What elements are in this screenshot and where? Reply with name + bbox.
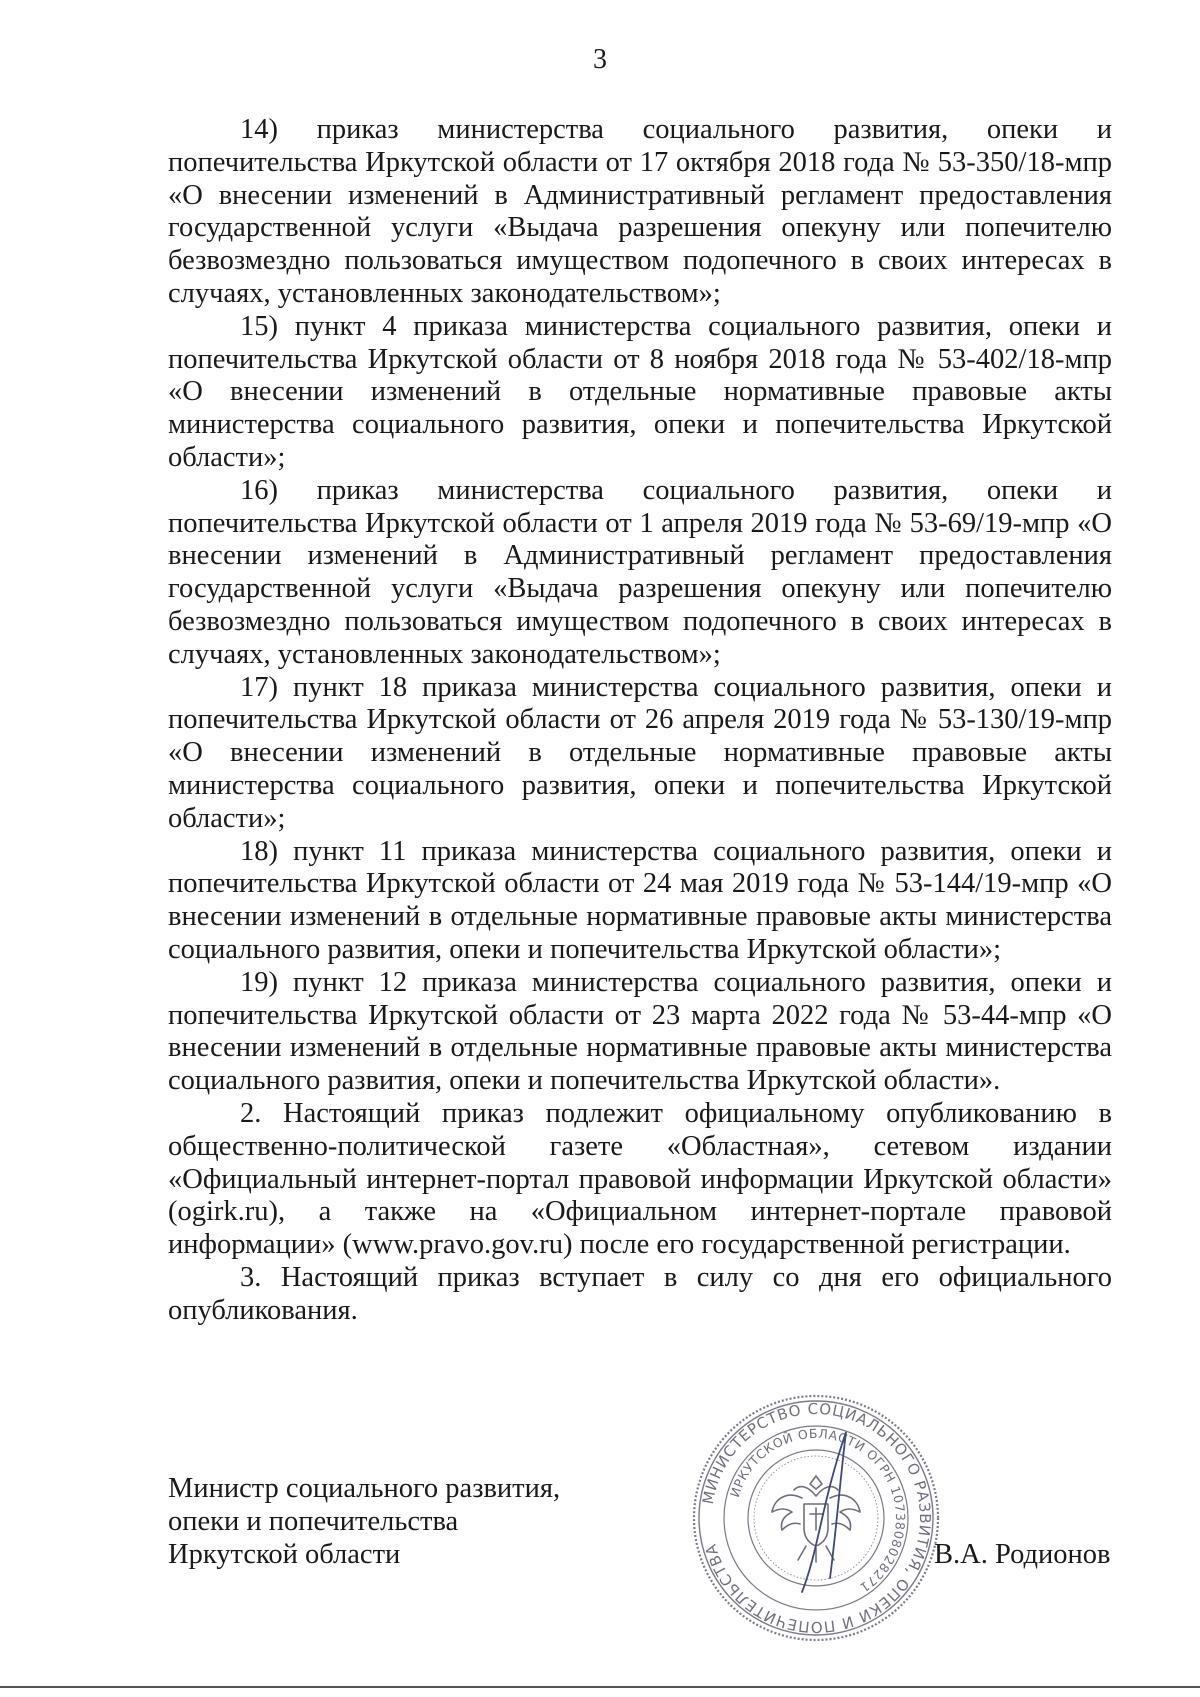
- page-bottom-rule: [0, 1686, 1200, 1688]
- svg-text:ИРКУТСКОЙ ОБЛАСТИ ОГРН 1073808: [727, 1426, 908, 1596]
- list-item-18: 18) пункт 11 приказа министерства социального развития, опеки и попечительства Иркутской области от 24 мая 2019 года № 53-144/19-мпр «О внесении изменений в отдельные нормативные правовые акты министерства социального развития, опеки и попечительства Иркутской области»;: [168, 835, 1112, 965]
- signatory-title-line: Министр социального развития,: [168, 1473, 561, 1504]
- list-item-15: 15) пункт 4 приказа министерства социального развития, опеки и попечительства Иркутской области от 8 ноября 2018 года № 53-402/18-мпр «О внесении изменений в отдельные нормативные правовые акты министерства социального развития, опеки и попечительства Иркутской области»;: [168, 310, 1112, 473]
- list-item-19: 19) пункт 12 приказа министерства социального развития, опеки и попечительства Иркутской области от 23 марта 2022 года № 53-44-мпр «О внесении изменений в отдельные нормативные правовые акты министерства социального развития, опеки и попечительства Иркутской области».: [168, 966, 1112, 1097]
- list-item-17: 17) пункт 18 приказа министерства социального развития, опеки и попечительства Иркутской области от 26 апреля 2019 года № 53-130/19-мпр «О внесении изменений в отдельные нормативные правовые акты министерства социального развития, опеки и попечительства Иркутской области»;: [168, 671, 1112, 834]
- seal-inner-text: ИРКУТСКОЙ ОБЛАСТИ ОГРН 1073808028271: [726, 1425, 909, 1596]
- list-item-14: 14) приказ министерства социального развития, опеки и попечительства Иркутской области от 17 октября 2018 года № 53-350/18-мпр «О внесении изменений в Административный регламент предоставления государственной услуги «Выдача разрешения опекуну или попечителю безвозмездно пользоваться имуществом подопечного в своих интересах в случаях, установленных законодательством»;: [168, 114, 1112, 309]
- document-body: [168, 114, 1112, 1327]
- official-seal-icon: [690, 1392, 942, 1644]
- seal-outer-text: МИНИСТЕРСТВО СОЦИАЛЬНОГО РАЗВИТИЯ, ОПЕКИ И ПОПЕЧИТЕЛЬСТВА: [698, 1399, 935, 1637]
- clause-3-effective: 3. Настоящий приказ вступает в силу со дня его официального опубликования.: [168, 1261, 1112, 1326]
- signatory-title-line: опеки и попечительства: [168, 1506, 459, 1537]
- clause-2-publication: 2. Настоящий приказ подлежит официальному опубликованию в общественно-политической газете «Областная», сетевом издании «Официальный интернет-портал правовой информации Иркутской области» (ogirk.ru), а также на «Официальном интернет-портале правовой информации» (www.pravo.gov.ru) после его государственной регистрации.: [168, 1097, 1112, 1261]
- page-number: 3: [593, 44, 607, 75]
- signatory-name: В.А. Родионов: [934, 1539, 1111, 1570]
- signatory-title: [168, 1472, 560, 1571]
- list-item-16: 16) приказ министерства социального развития, опеки и попечительства Иркутской области от 1 апреля 2019 года № 53-69/19-мпр «О внесении изменений в Административный регламент предоставления государственной услуги «Выдача разрешения опекуну или попечителю безвозмездно пользоваться имуществом подопечного в своих интересах в случаях, установленных законодательством»;: [168, 474, 1112, 670]
- signatory-title-line: Иркутской области: [168, 1539, 401, 1570]
